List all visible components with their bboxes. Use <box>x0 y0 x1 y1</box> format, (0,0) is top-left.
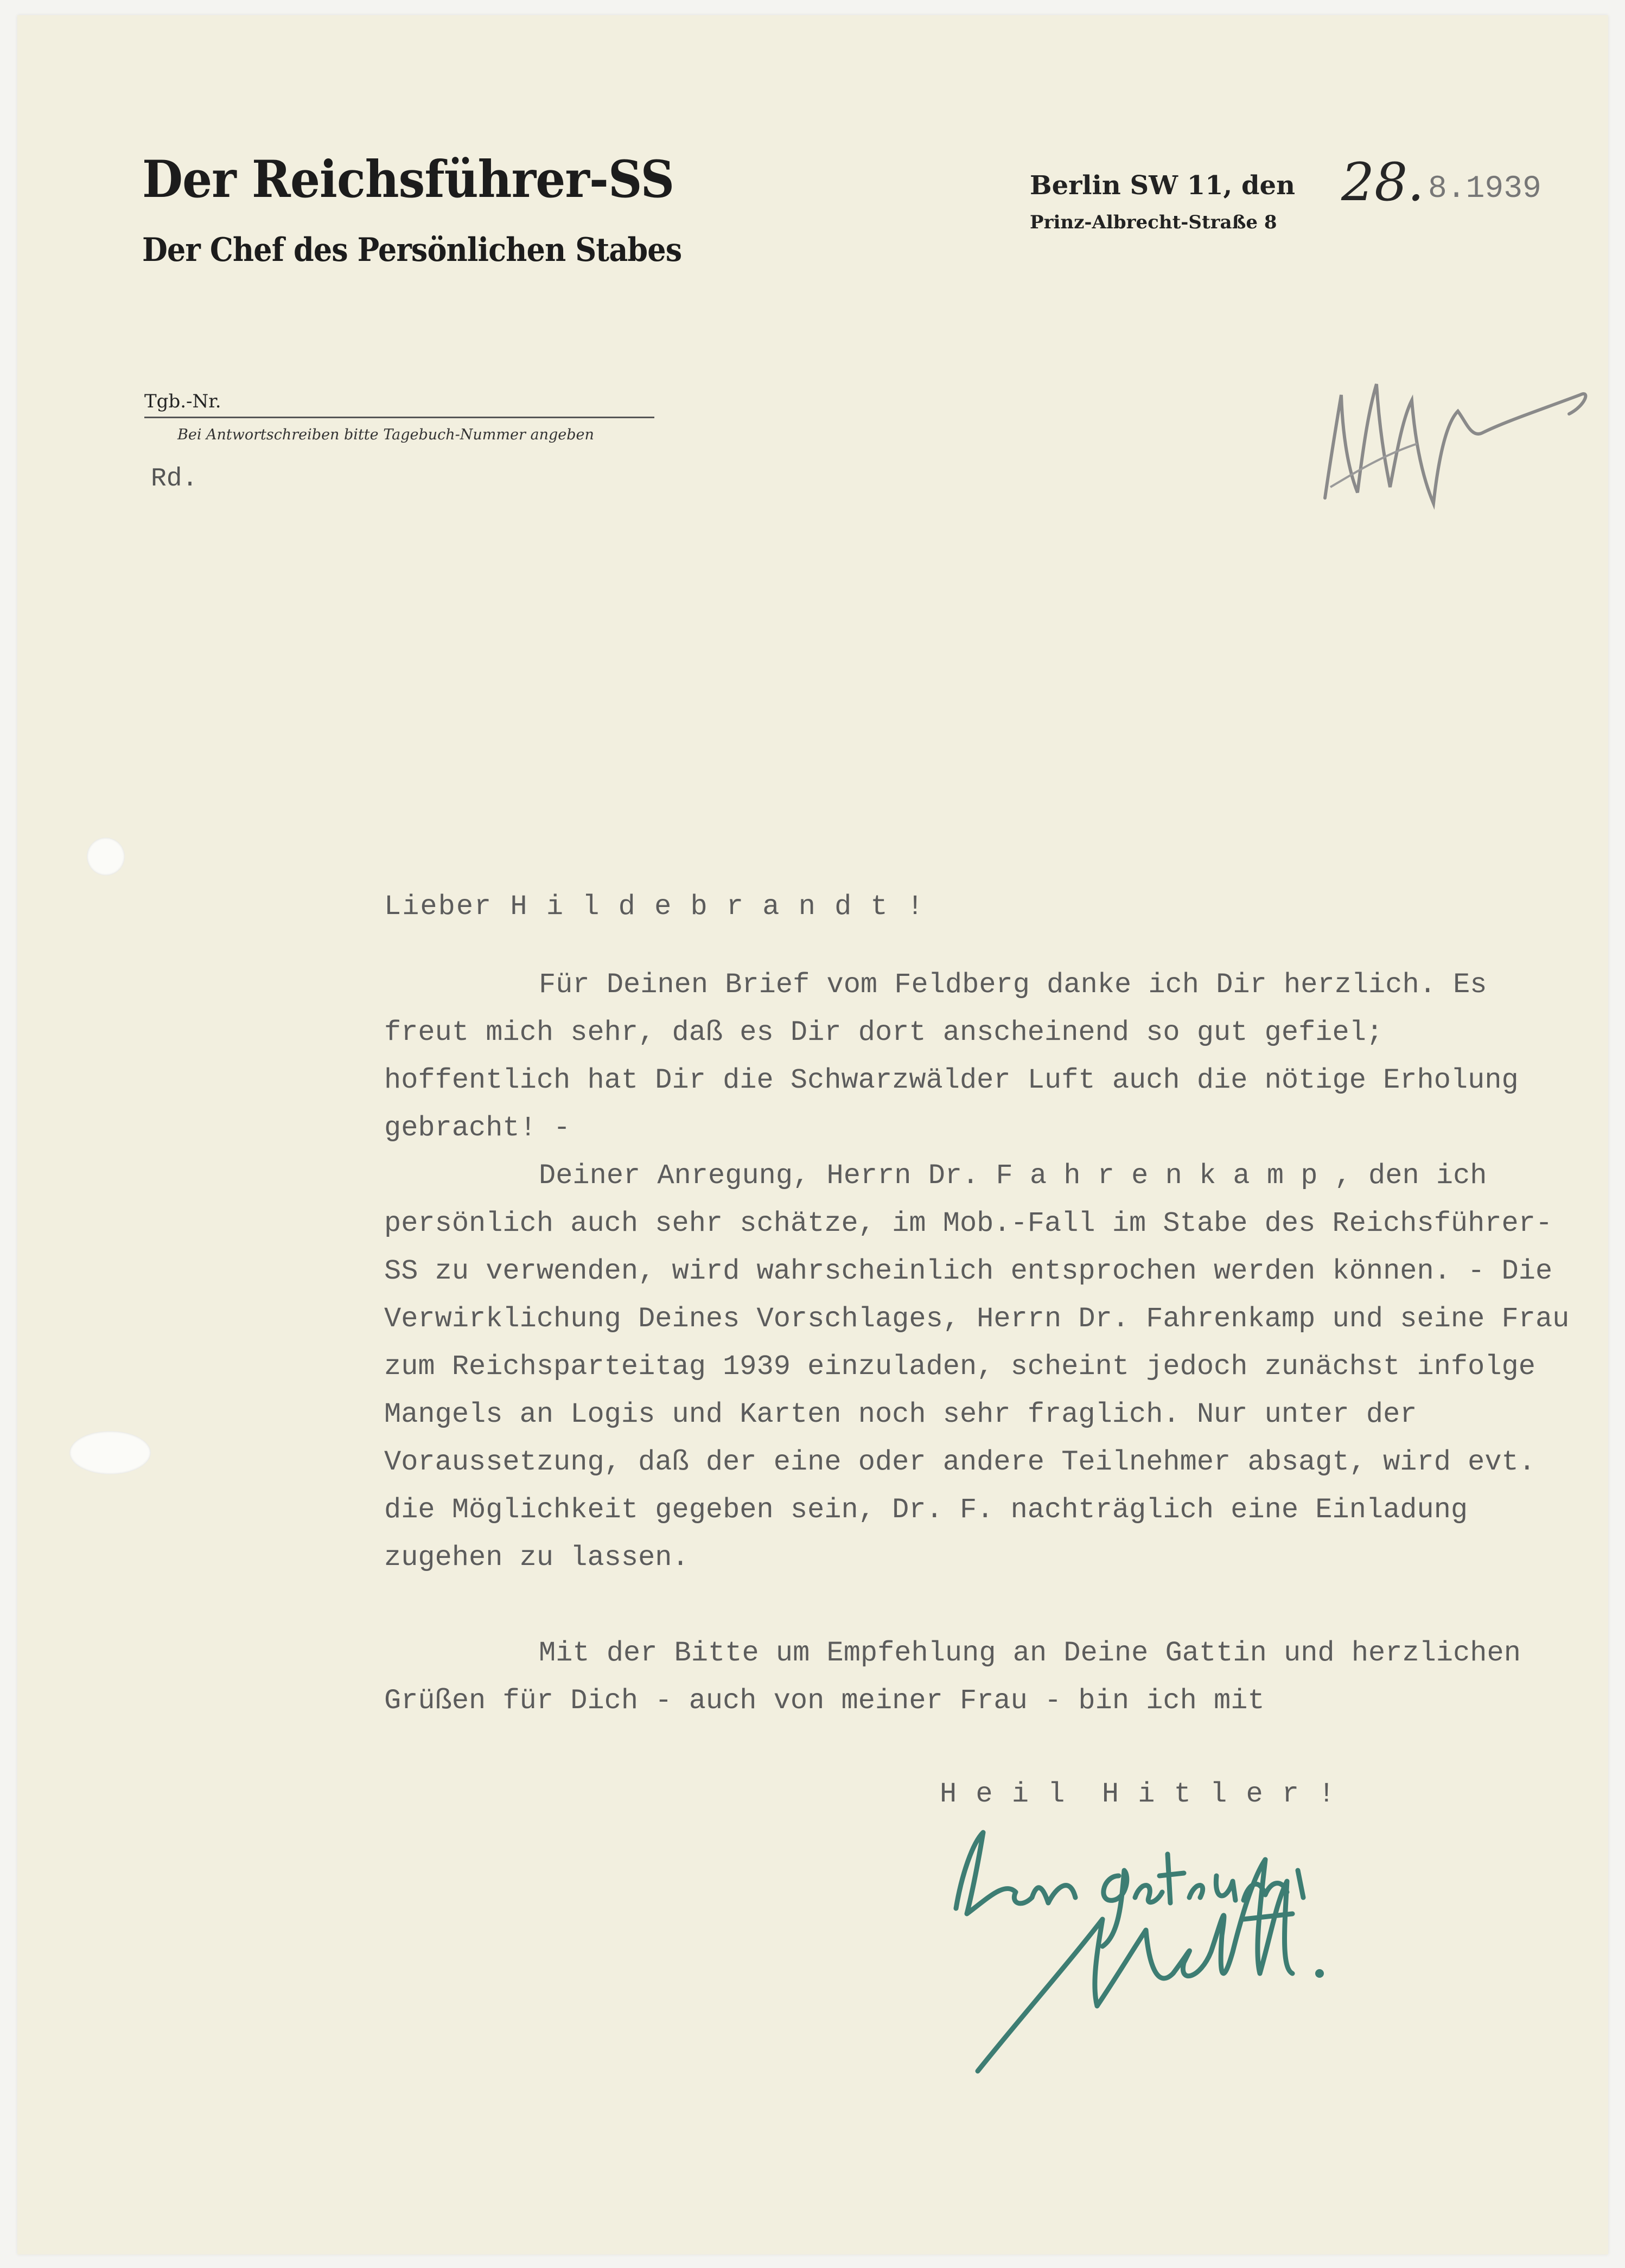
typed-date: 8.1939 <box>1428 171 1541 207</box>
salutation: Lieber H i l d e b r a n d t ! <box>384 891 925 923</box>
tgb-label: Tgb.-Nr. <box>144 391 221 412</box>
closing-line: H e i l H i t l e r ! <box>940 1778 1336 1810</box>
paragraph-3: Mit der Bitte um Empfehlung an Deine Gattin und herzlichen Grüßen für Dich - auch von meiner Frau - bin ich mit <box>384 1637 1521 1717</box>
letterhead-subtitle: Der Chef des Persönlichen Stabes <box>142 231 682 269</box>
address-line: Prinz-Albrecht-Straße 8 <box>1030 212 1277 233</box>
letter-sheet <box>17 15 1608 2254</box>
punch-hole-lower <box>69 1431 151 1474</box>
tgb-note: Bei Antwortschreiben bitte Tagebuch-Nummer angeben <box>177 426 594 443</box>
paragraph-2: Deiner Anregung, Herrn Dr. F a h r e n k a m p , den ich persönlich auch sehr schätze, im Mob.-Fall im Stabe des Reichsführer-SS zu verwenden, wird wahrscheinlich entsprochen werden können. - Die Verwirklichung Deines Vorschlages, Herrn Dr. Fahrenkamp und seine Frau zum Reichsparteitag 1939 einzuladen, scheint jedoch zunächst infolge Mangels an Logis und Karten noch sehr fraglich. Nur unter der Voraussetzung, daß der eine oder andere Teilnehmer absagt, wird evt. die Möglichkeit gegeben sein, Dr. F. nachträglich eine Einladung zugehen zu lassen. <box>384 1160 1570 1574</box>
paragraph-1: Für Deinen Brief vom Feldberg danke ich Dir herzlich. Es freut mich sehr, daß es Dir dort anscheinend so gut gefiel; hoffentlich hat Dir die Schwarzwälder Luft auch die nötige Erholung gebracht! - <box>384 969 1519 1144</box>
handwritten-signature <box>940 1811 1428 2114</box>
letterhead-title: Der Reichsführer-SS <box>142 150 674 209</box>
pencil-initials-mark <box>1309 362 1602 514</box>
handwritten-day: 28. <box>1341 152 1424 213</box>
punch-hole-upper <box>87 838 125 876</box>
tgb-rule <box>144 417 654 418</box>
place-label: Berlin SW 11, den <box>1030 170 1295 201</box>
reference-initials: Rd. <box>151 464 198 494</box>
